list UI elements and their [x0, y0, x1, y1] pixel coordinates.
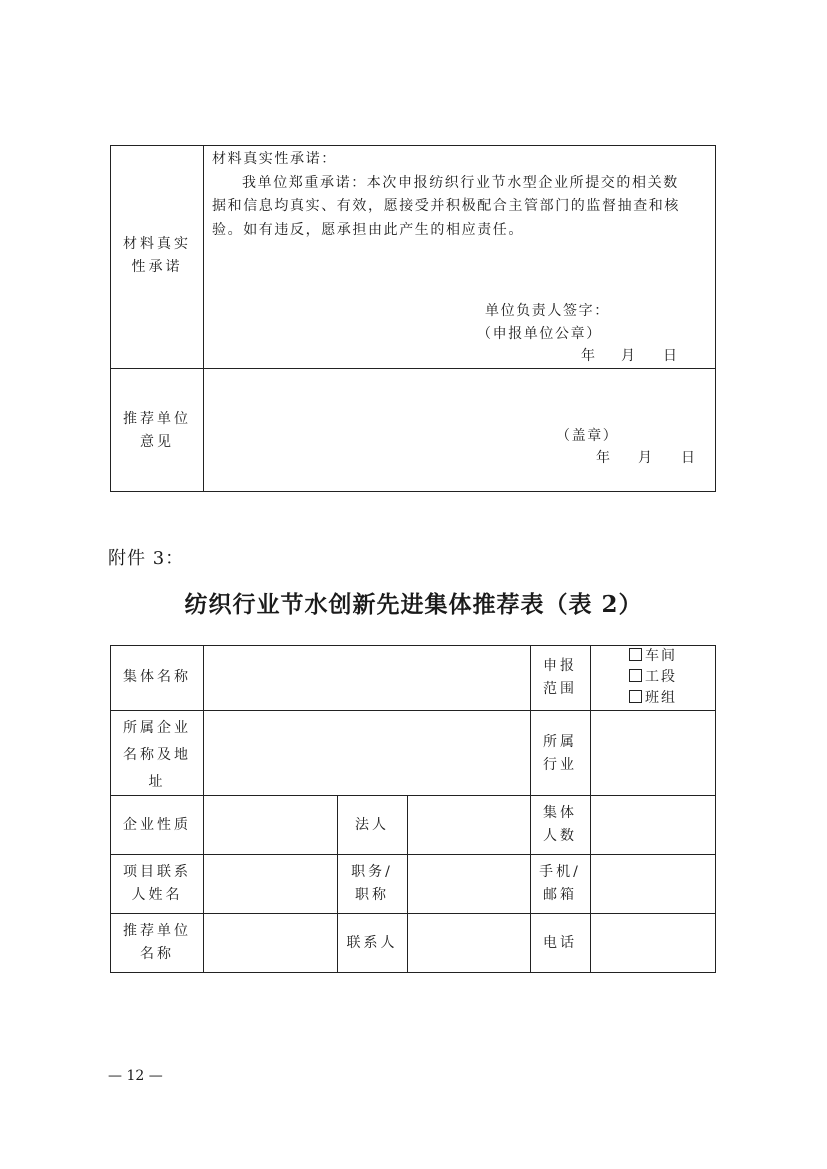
- telephone-label: 电话: [543, 935, 577, 951]
- phone-email-label: [530, 861, 590, 907]
- liaison-label: 联系人: [346, 935, 398, 951]
- scope-option-label: 工段: [645, 669, 677, 685]
- recommend-label-line: 推荐单位: [123, 411, 191, 427]
- commitment-body-line: 我单位郑重承诺：本次申报纺织行业节水型企业所提交的相关数: [242, 174, 679, 191]
- legal-rep-label: 法人: [355, 817, 389, 833]
- commitment-label: [111, 233, 203, 279]
- scope-label-line: 范围: [543, 681, 577, 697]
- scope-options: [629, 646, 677, 709]
- checkbox-icon[interactable]: [629, 669, 642, 682]
- signature-label: 单位负责人签字：: [485, 303, 610, 319]
- date-month: 月: [638, 450, 654, 466]
- date-day: 日: [663, 348, 679, 364]
- column-divider: [203, 646, 204, 973]
- contact-label-line: 项目联系: [123, 864, 191, 880]
- commitment-text: [212, 148, 717, 242]
- headcount-label-line: 集体: [543, 805, 577, 821]
- date-day: 日: [681, 450, 697, 466]
- enterprise-nature-label: 企业性质: [123, 817, 191, 833]
- position-label-line: 职务/: [351, 864, 393, 880]
- position-label-line: 职称: [355, 887, 389, 903]
- industry-label-line: 所属: [543, 734, 577, 750]
- company-label: [111, 715, 203, 796]
- commitment-label-line: 性承诺: [131, 259, 183, 275]
- scope-option-label: 车间: [645, 648, 677, 664]
- headcount-label-line: 人数: [543, 828, 577, 844]
- phone-email-label-line: 手机/: [539, 864, 581, 880]
- company-label-line: 址: [148, 774, 166, 790]
- scope-label-line: 申报: [543, 658, 577, 674]
- scope-option-label: 班组: [645, 690, 677, 706]
- page-number: — 12 —: [108, 1068, 163, 1084]
- checkbox-icon[interactable]: [629, 690, 642, 703]
- contact-label-line: 人姓名: [131, 887, 183, 903]
- date-month: 月: [621, 348, 637, 364]
- commitment-heading: 材料真实性承诺：: [212, 151, 337, 167]
- recommend-label-line: 意见: [140, 434, 174, 450]
- date-year: 年: [596, 450, 612, 466]
- checkbox-icon[interactable]: [629, 648, 642, 661]
- scope-option-team[interactable]: [629, 688, 677, 709]
- recommender-label-line: 推荐单位: [123, 923, 191, 939]
- date-year: 年: [581, 348, 597, 364]
- column-divider: [407, 795, 408, 973]
- commitment-body-line: 据和信息均真实、有效，愿接受并积极配合主管部门的监督抽查和核: [212, 198, 680, 214]
- scope-label: [530, 655, 590, 701]
- company-label-line: 所属企业: [123, 720, 191, 736]
- collective-name-label: 集体名称: [123, 669, 191, 685]
- column-divider: [203, 146, 204, 491]
- row-divider: [111, 710, 715, 711]
- row-divider: [111, 913, 715, 914]
- seal-label: （申报单位公章）: [477, 326, 602, 342]
- position-label: [337, 861, 407, 907]
- contact-name-label: [111, 861, 203, 907]
- page-title: 纺织行业节水创新先进集体推荐表（表 2）: [184, 591, 643, 618]
- industry-label: [530, 731, 590, 777]
- recommender-name-label: [111, 920, 203, 966]
- company-label-line: 名称及地: [123, 747, 191, 763]
- commitment-body-line: 验。如有违反，愿承担由此产生的相应责任。: [212, 221, 524, 238]
- commitment-label-line: 材料真实: [123, 236, 191, 252]
- row-divider: [111, 854, 715, 855]
- headcount-label: [530, 802, 590, 848]
- phone-email-label-line: 邮箱: [543, 887, 577, 903]
- scope-option-workshop[interactable]: [629, 646, 677, 667]
- recommender-label-line: 名称: [140, 946, 174, 962]
- recommend-opinion-label: [111, 408, 203, 454]
- commitment-table: [110, 145, 716, 492]
- scope-option-section[interactable]: [629, 667, 677, 688]
- industry-label-line: 行业: [543, 757, 577, 773]
- collective-table: [110, 645, 716, 973]
- column-divider: [590, 646, 591, 973]
- attachment-label: 附件 3：: [108, 548, 185, 569]
- stamp-label: （盖章）: [556, 428, 619, 444]
